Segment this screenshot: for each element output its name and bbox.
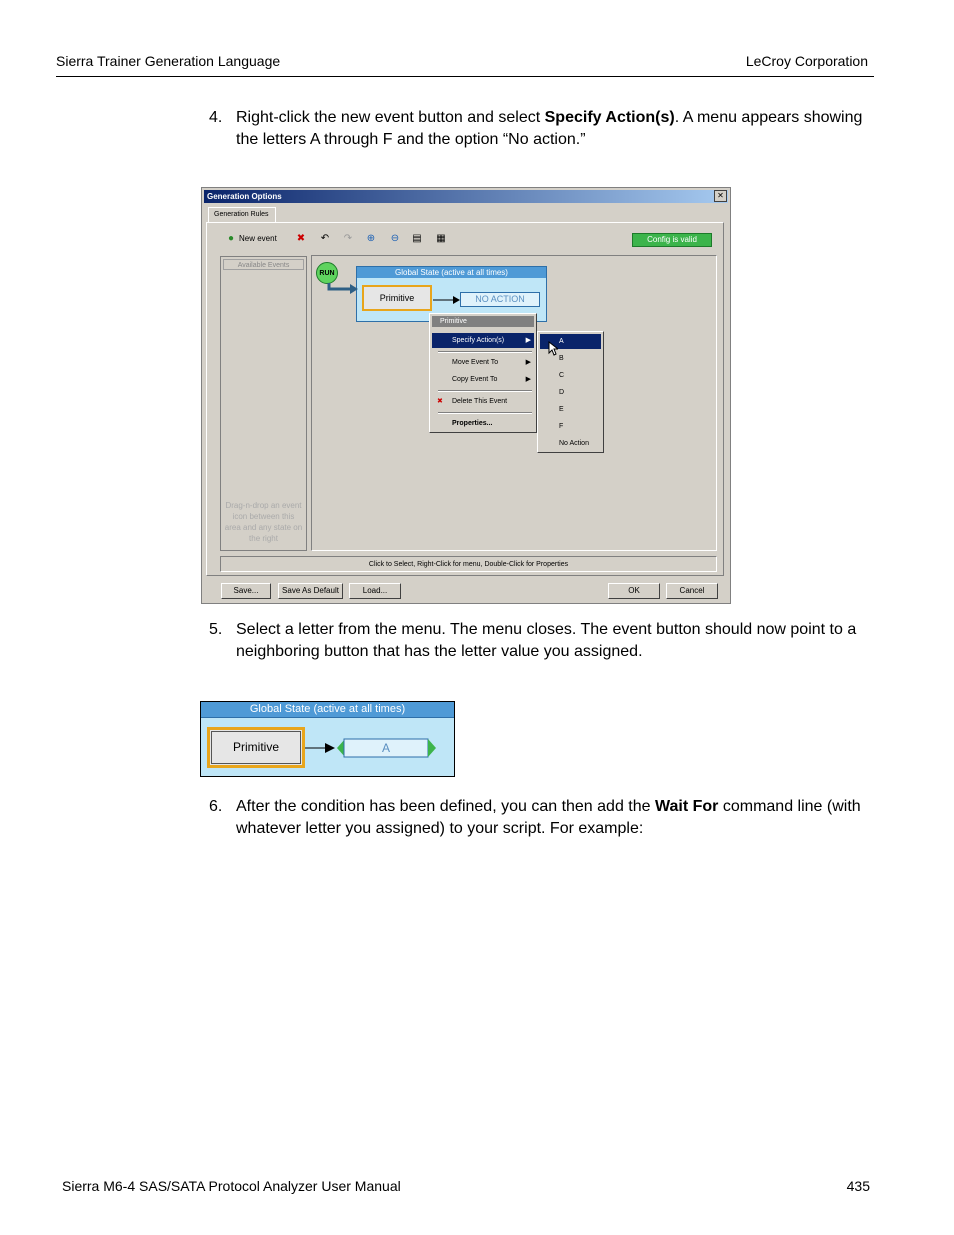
- figure-action-label: A: [381, 741, 390, 755]
- zoom-out-icon[interactable]: ⊖: [390, 233, 400, 244]
- step-4-text: [236, 107, 876, 151]
- step-4-post: . A menu appears showing the letters A through F and the option “No action.”: [236, 109, 863, 148]
- chevron-right-icon: ▶: [525, 376, 531, 383]
- global-state-title: Global State (active at all times): [357, 267, 546, 278]
- step-5-text: Select a letter from the menu. The menu closes. The event button should now point to a neighboring button that has the letter value you assigned.: [236, 621, 857, 660]
- menu-item-delete-event[interactable]: [432, 394, 534, 409]
- step-4-number: 4.: [209, 109, 223, 126]
- menu-separator: [438, 412, 532, 414]
- submenu-item-d[interactable]: D: [559, 389, 565, 396]
- global-state-figure: [200, 701, 455, 777]
- figure-primitive-button: Primitive: [207, 727, 305, 768]
- step-6-pre: After the condition has been defined, you can then add the: [236, 798, 655, 815]
- chevron-right-icon: ▶: [525, 359, 531, 366]
- menu-item-label: Move Event To: [452, 359, 499, 366]
- status-bar: Click to Select, Right-Click for menu, Double-Click for Properties: [220, 556, 717, 572]
- tab-generation-rules[interactable]: Generation Rules: [208, 207, 276, 222]
- running-header-right: LeCroy Corporation: [745, 53, 868, 69]
- menu-item-label: Delete This Event: [452, 398, 508, 405]
- drag-hint: Drag-n-drop an event icon between this area and any state on the right: [224, 501, 303, 543]
- new-event-button[interactable]: New event: [239, 234, 277, 243]
- menu-item-specify-actions[interactable]: [432, 333, 534, 348]
- page-number: 435: [846, 1178, 870, 1194]
- close-icon[interactable]: ✕: [714, 190, 727, 202]
- load-button[interactable]: Load...: [349, 583, 401, 599]
- menu-item-label: Specify Action(s): [452, 337, 505, 344]
- delete-icon[interactable]: ✖: [296, 233, 306, 244]
- cancel-button[interactable]: Cancel: [666, 583, 718, 599]
- submenu-item-b[interactable]: B: [559, 355, 564, 362]
- ok-button[interactable]: OK: [608, 583, 660, 599]
- step-6-number: 6.: [209, 798, 223, 815]
- step-6-post: command line (with whatever letter you assigned) to your script. For example:: [236, 798, 861, 837]
- submenu-item-e[interactable]: E: [559, 406, 564, 413]
- menu-separator: [438, 351, 532, 353]
- available-events-header: Available Events: [223, 259, 304, 270]
- new-event-icon: ●: [227, 233, 235, 244]
- menu-item-label: Copy Event To: [452, 376, 498, 383]
- running-footer-left: Sierra M6-4 SAS/SATA Protocol Analyzer User Manual: [62, 1178, 401, 1194]
- run-arrow-icon: [327, 283, 359, 295]
- undo-icon[interactable]: ↶: [320, 233, 330, 244]
- step-6-text: [236, 796, 876, 840]
- generation-options-dialog: [201, 187, 731, 604]
- delete-icon: ✖: [437, 398, 443, 405]
- submenu-item-c[interactable]: C: [559, 372, 565, 379]
- event-arrow-icon: [433, 294, 461, 306]
- step-4-pre: Right-click the new event button and select: [236, 109, 545, 126]
- save-button[interactable]: Save...: [221, 583, 271, 599]
- export-icon[interactable]: ▦: [436, 233, 446, 244]
- menu-item-copy-event[interactable]: [432, 372, 534, 387]
- context-menu-header: Primitive: [432, 316, 534, 327]
- save-as-default-button[interactable]: Save As Default: [278, 583, 343, 599]
- header-rule: [56, 76, 874, 77]
- redo-icon[interactable]: ↷: [343, 233, 353, 244]
- print-icon[interactable]: ▤: [412, 233, 422, 244]
- menu-separator: [438, 390, 532, 392]
- config-valid-badge: Config is valid: [632, 233, 712, 247]
- primitive-event-button[interactable]: Primitive: [362, 285, 432, 311]
- submenu-item-a[interactable]: A: [540, 334, 601, 349]
- context-menu: [429, 313, 537, 433]
- no-action-button[interactable]: NO ACTION: [460, 292, 540, 307]
- dialog-title: Generation Options: [204, 190, 728, 203]
- chevron-right-icon: ▶: [525, 337, 531, 344]
- step-5-number: 5.: [209, 621, 223, 638]
- run-state-icon[interactable]: RUN: [316, 262, 338, 284]
- mouse-cursor-icon: [548, 341, 558, 356]
- right-diamond-icon: [428, 739, 436, 757]
- running-header-left: Sierra Trainer Generation Language: [56, 53, 281, 69]
- available-events-panel: [220, 256, 307, 551]
- submenu-item-no-action[interactable]: No Action: [559, 440, 589, 447]
- menu-item-properties[interactable]: Properties...: [452, 420, 493, 427]
- figure-global-state-title: Global State (active at all times): [201, 702, 454, 718]
- submenu-item-f[interactable]: F: [559, 423, 564, 430]
- menu-item-move-event[interactable]: [432, 355, 534, 370]
- zoom-in-icon[interactable]: ⊕: [366, 233, 376, 244]
- step-4-bold: Specify Action(s): [544, 109, 675, 126]
- step-6-bold: Wait For: [654, 798, 719, 815]
